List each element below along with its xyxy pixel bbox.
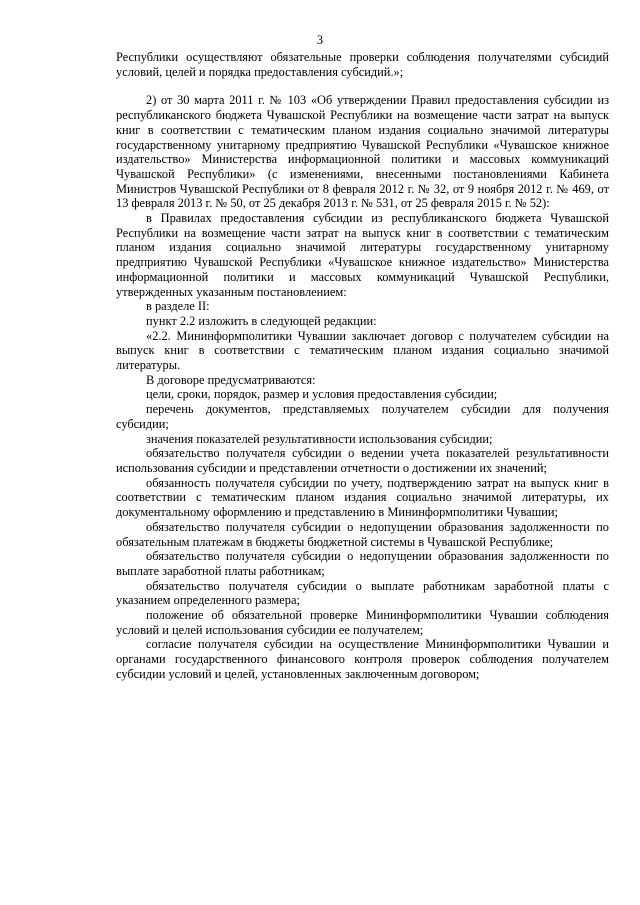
paragraph: «2.2. Мининформполитики Чувашии заключает договор с получателем субсидии на выпуск книг в соответствии с тематическим планом издания социально значимой литературы. [116,328,609,373]
paragraph: обязательство получателя субсидии о выплате работникам заработной платы с указанием определенного размера; [116,578,609,608]
paragraph: согласие получателя субсидии на осуществление Мининформполитики Чувашии и органами государственного финансового контроля проверок соблюдения получателем субсидии условий и целей, установленных заключенным договором; [116,637,609,681]
paragraph: в разделе II: [146,299,210,314]
paragraph: 2) от 30 марта 2011 г. № 103 «Об утверждении Правил предоставления субсидии из республиканского бюджета Чувашской Республики на возмещение части затрат на выпуск книг в соответствии с тематическим планом издания социально значимой литературы государственному унитарному предприятию Чувашской Республики «Чувашское книжное издательство» Министерства информационной политики и массовых коммуникаций Чувашской Республики» (с изменениями, внесенными постановлениями Кабинета Министров Чувашской Республики от 8 февраля 2012 г. № 32, от 9 ноября 2012 г. № 469, от 13 февраля 2013 г. № 50, от 25 декабря 2013 г. № 531, от 25 февраля 2015 г. № 52): [116,93,609,211]
paragraph: в Правилах предоставления субсидии из республиканского бюджета Чувашской Республики на возмещение части затрат на выпуск книг в соответствии с тематическим планом издания социально значимой литературы государственному унитарному предприятию Чувашской Республики «Чувашское книжное издательство» Министерства информационной политики и массовых коммуникаций Чувашской Республики, утвержденных указанным постановлением: [116,211,609,299]
document-body [116,50,609,682]
paragraph-gap [116,79,609,93]
paragraph: значения показателей результативности использования субсидии; [146,431,493,446]
paragraph: пункт 2.2 изложить в следующей редакции: [146,313,377,328]
paragraph: обязательство получателя субсидии о ведении учета показателей результативности использования субсидии и представлении отчетности о достижении их значений; [116,446,609,475]
paragraph: В договоре предусматриваются: [146,372,316,387]
paragraph: цели, сроки, порядок, размер и условия предоставления субсидии; [146,387,498,402]
paragraph: обязанность получателя субсидии по учету, подтверждению затрат на выпуск книг в соответствии с тематическим планом издания социально значимой литературы, их документальному оформлению и представлению в Мининформполитики Чувашии; [116,475,609,520]
paragraph: Республики осуществляют обязательные проверки соблюдения получателями субсидий условий, целей и порядка предоставления субсидий.»; [116,50,609,79]
paragraph: обязательство получателя субсидии о недопущении образования задолженности по обязательным платежам в бюджеты бюджетной системы в Чувашской Республике; [116,519,609,549]
paragraph: обязательство получателя субсидии о недопущении образования задолженности по выплате заработной платы работникам; [116,549,609,578]
paragraph: положение об обязательной проверке Мининформполитики Чувашии соблюдения условий и целей использования субсидии ее получателем; [116,608,609,637]
page-number: 3 [316,33,324,47]
paragraph: перечень документов, представляемых получателем субсидии для получения субсидии; [116,402,609,431]
